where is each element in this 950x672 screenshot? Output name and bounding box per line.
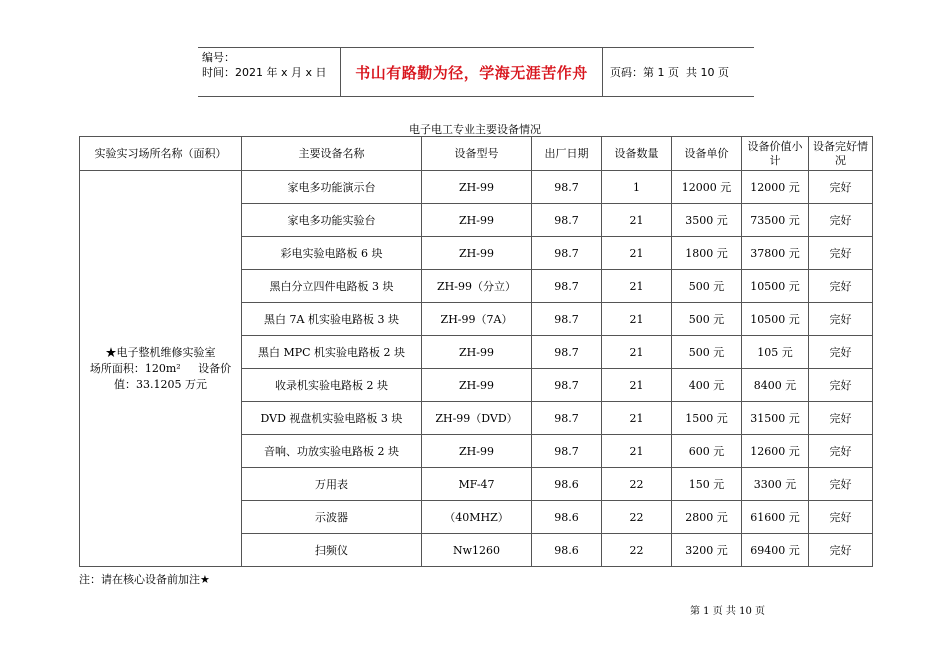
subtotal-cell: 10500 元 [742,270,809,303]
header-number-label: 编号： [202,51,235,64]
quantity-cell: 21 [602,402,672,435]
equipment-name-cell: 黑白分立四件电路板 3 块 [242,270,422,303]
column-header: 实验实习场所名称（面积） [80,137,242,171]
subtotal-cell: 73500 元 [742,204,809,237]
date-cell: 98.7 [532,237,602,270]
model-cell: ZH-99（分立） [422,270,532,303]
header-meta [202,50,338,94]
quantity-cell: 1 [602,171,672,204]
column-header: 设备单价 [672,137,742,171]
equipment-name-cell: 黑白 MPC 机实验电路板 2 块 [242,336,422,369]
date-cell: 98.6 [532,534,602,567]
status-cell: 完好 [809,402,873,435]
date-cell: 98.6 [532,468,602,501]
unit-price-cell: 3200 元 [672,534,742,567]
date-cell: 98.6 [532,501,602,534]
subtotal-cell: 69400 元 [742,534,809,567]
footnote: 注：请在核心设备前加注★ [79,573,210,586]
equipment-table [79,136,873,567]
date-cell: 98.7 [532,303,602,336]
quantity-cell: 21 [602,270,672,303]
unit-price-cell: 12000 元 [672,171,742,204]
quantity-cell: 21 [602,336,672,369]
model-cell: ZH-99（DVD） [422,402,532,435]
model-cell: ZH-99 [422,204,532,237]
table-row [80,171,873,204]
unit-price-cell: 500 元 [672,270,742,303]
date-cell: 98.7 [532,435,602,468]
unit-price-cell: 600 元 [672,435,742,468]
model-cell: ZH-99（7A） [422,303,532,336]
column-header: 设备型号 [422,137,532,171]
status-cell: 完好 [809,237,873,270]
unit-price-cell: 2800 元 [672,501,742,534]
unit-price-cell: 3500 元 [672,204,742,237]
status-cell: 完好 [809,369,873,402]
column-header: 出厂日期 [532,137,602,171]
subtotal-cell: 31500 元 [742,402,809,435]
subtotal-cell: 12600 元 [742,435,809,468]
equipment-name-cell: 扫频仪 [242,534,422,567]
header-motto: 书山有路勤为径，学海无涯苦作舟 [355,63,588,82]
subtotal-cell: 105 元 [742,336,809,369]
quantity-cell: 22 [602,468,672,501]
quantity-cell: 21 [602,204,672,237]
table-title: 电子电工专业主要设备情况 [409,123,541,136]
status-cell: 完好 [809,435,873,468]
lab-info-line: 值：33.1205 万元 [114,377,207,391]
header-page-label: 页码：第 1 页 共 10 页 [610,66,729,79]
quantity-cell: 21 [602,303,672,336]
column-header: 设备完好情况 [809,137,873,171]
unit-price-cell: 500 元 [672,303,742,336]
date-cell: 98.7 [532,369,602,402]
unit-price-cell: 400 元 [672,369,742,402]
unit-price-cell: 150 元 [672,468,742,501]
lab-name-cell [80,171,242,567]
header-time-label: 时间：2021 年 x 月 x 日 [202,66,327,79]
subtotal-cell: 61600 元 [742,501,809,534]
status-cell: 完好 [809,336,873,369]
model-cell: MF-47 [422,468,532,501]
unit-price-cell: 1500 元 [672,402,742,435]
subtotal-cell: 8400 元 [742,369,809,402]
subtotal-cell: 12000 元 [742,171,809,204]
column-header: 设备价值小计 [742,137,809,171]
header-page-number [610,48,750,96]
quantity-cell: 21 [602,237,672,270]
lab-info-line: ★电子整机维修实验室 [105,345,216,359]
status-cell: 完好 [809,171,873,204]
subtotal-cell: 3300 元 [742,468,809,501]
page-header [198,47,754,97]
equipment-name-cell: 黑白 7A 机实验电路板 3 块 [242,303,422,336]
model-cell: Nw1260 [422,534,532,567]
table-body [80,171,873,567]
status-cell: 完好 [809,534,873,567]
quantity-cell: 21 [602,369,672,402]
date-cell: 98.7 [532,402,602,435]
quantity-cell: 22 [602,501,672,534]
equipment-name-cell: 家电多功能实验台 [242,204,422,237]
quantity-cell: 21 [602,435,672,468]
model-cell: （40MHZ） [422,501,532,534]
status-cell: 完好 [809,501,873,534]
header-divider [602,48,603,96]
equipment-name-cell: 彩电实验电路板 6 块 [242,237,422,270]
status-cell: 完好 [809,270,873,303]
column-header: 主要设备名称 [242,137,422,171]
model-cell: ZH-99 [422,237,532,270]
unit-price-cell: 500 元 [672,336,742,369]
subtotal-cell: 37800 元 [742,237,809,270]
equipment-name-cell: 家电多功能演示台 [242,171,422,204]
date-cell: 98.7 [532,336,602,369]
model-cell: ZH-99 [422,171,532,204]
equipment-name-cell: DVD 视盘机实验电路板 3 块 [242,402,422,435]
table-header-row [80,137,873,171]
status-cell: 完好 [809,303,873,336]
model-cell: ZH-99 [422,369,532,402]
equipment-name-cell: 收录机实验电路板 2 块 [242,369,422,402]
model-cell: ZH-99 [422,435,532,468]
status-cell: 完好 [809,468,873,501]
equipment-name-cell: 音响、功放实验电路板 2 块 [242,435,422,468]
equipment-name-cell: 示波器 [242,501,422,534]
equipment-name-cell: 万用表 [242,468,422,501]
column-header: 设备数量 [602,137,672,171]
page-footer: 第 1 页 共 10 页 [690,606,765,617]
date-cell: 98.7 [532,171,602,204]
unit-price-cell: 1800 元 [672,237,742,270]
date-cell: 98.7 [532,270,602,303]
quantity-cell: 22 [602,534,672,567]
date-cell: 98.7 [532,204,602,237]
status-cell: 完好 [809,204,873,237]
model-cell: ZH-99 [422,336,532,369]
subtotal-cell: 10500 元 [742,303,809,336]
lab-info-line: 场所面积：120m² 设备价 [89,361,232,375]
